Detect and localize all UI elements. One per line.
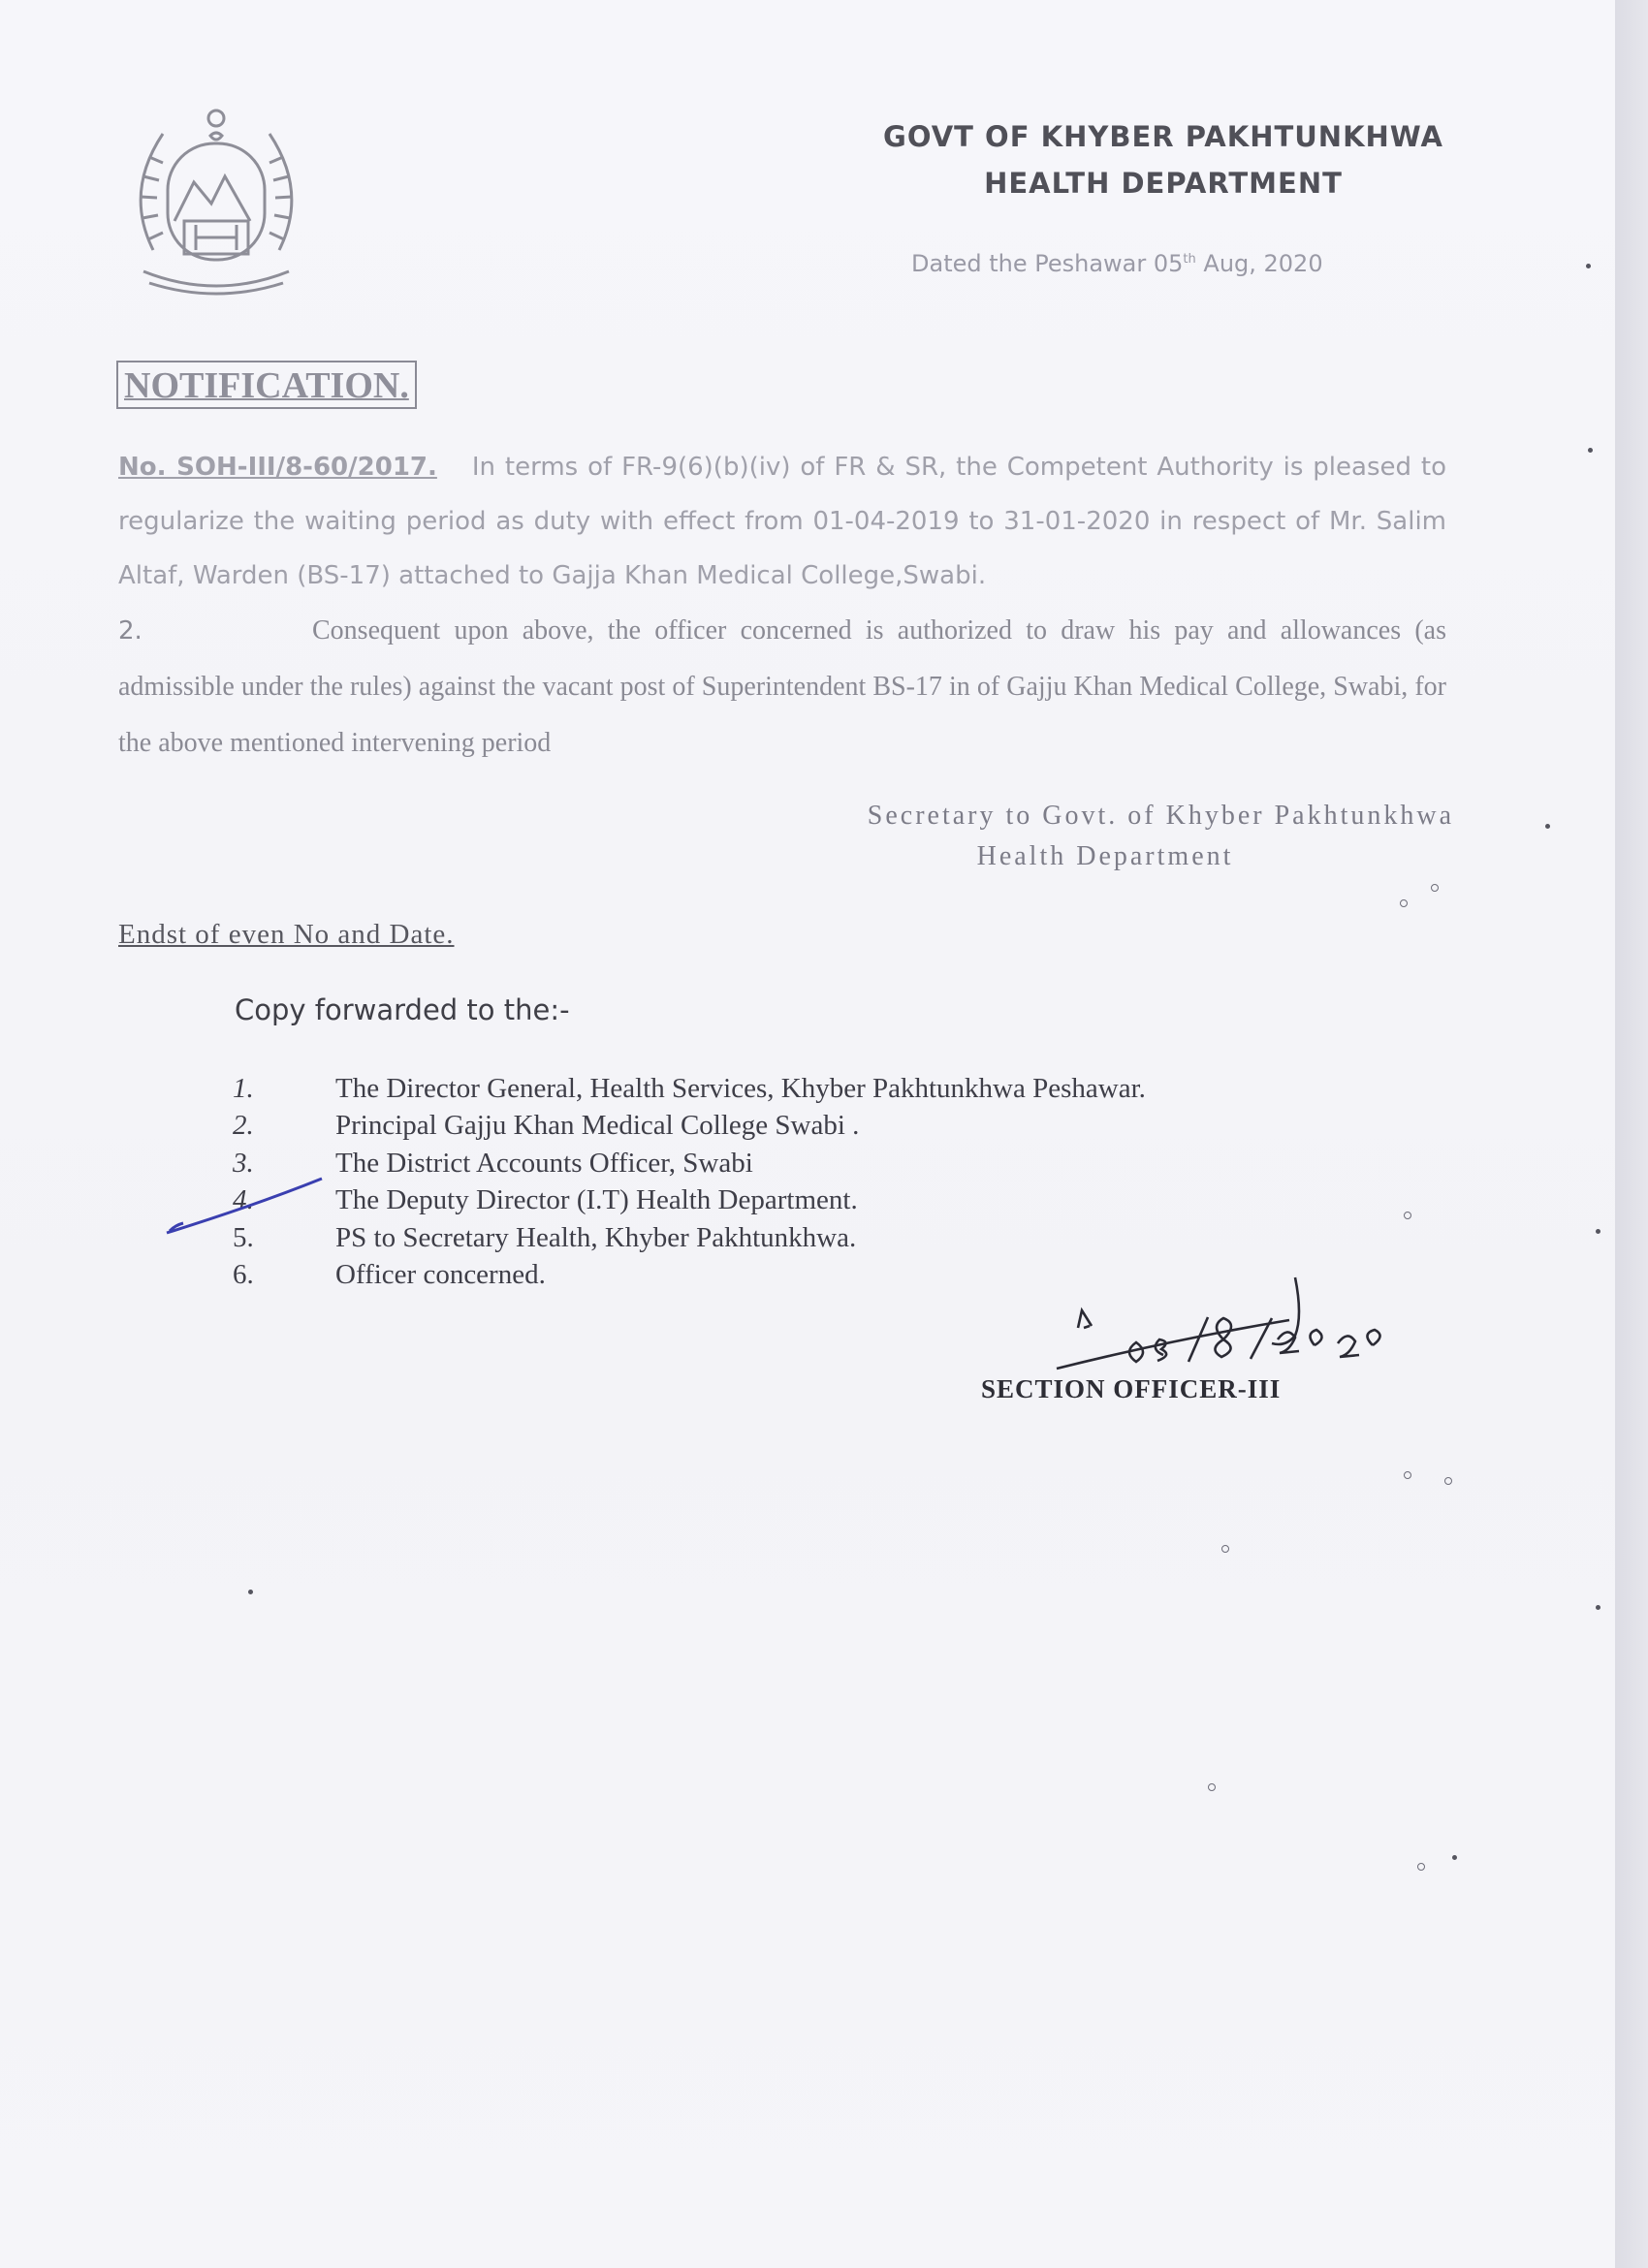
signatory-title: Secretary to Govt. of Khyber Pakhtunkhwa xyxy=(867,801,1454,831)
scan-speck xyxy=(1404,1471,1411,1479)
scan-speck xyxy=(1588,448,1593,453)
recipient-list xyxy=(233,1070,1146,1294)
scan-speck xyxy=(1417,1863,1425,1871)
date-line: Dated the Peshawar 05th Aug, 2020 xyxy=(911,250,1323,277)
scan-speck xyxy=(1221,1545,1229,1553)
scan-edge xyxy=(1615,0,1648,2268)
list-item: 2. Principal Gajju Khan Medical College Swabi . xyxy=(233,1110,860,1142)
signatory-department: Health Department xyxy=(976,841,1234,871)
endorsement-title: Endst of even No and Date. xyxy=(118,919,455,950)
scan-speck xyxy=(1444,1477,1452,1485)
scan-speck xyxy=(1596,1605,1600,1610)
scan-speck xyxy=(248,1590,253,1594)
section-officer-title: SECTION OFFICER-III xyxy=(981,1374,1282,1403)
notification-title: NOTIFICATION. xyxy=(116,361,417,409)
scan-speck xyxy=(1208,1783,1216,1791)
copy-forwarded-heading: Copy forwarded to the:- xyxy=(235,993,570,1026)
list-item: 3. The District Accounts Officer, Swabi xyxy=(233,1147,753,1179)
scan-speck xyxy=(1545,824,1550,829)
reference-number: No. SOH-III/8-60/2017. xyxy=(118,453,437,482)
government-emblem-icon xyxy=(114,105,318,303)
notification-paragraph-1: No. SOH-III/8-60/2017. In terms of FR-9(6)(b)(iv) of FR & SR, the Competent Authority is pleased to regularize the waiting period as duty with effect from 01-04-2019 to 31-01-2020 in respect of Mr. Salim Altaf, Warden (BS-17) attached to Gajja Khan Medical College,Swabi. xyxy=(118,453,1447,590)
scan-speck xyxy=(1596,1229,1600,1234)
header-department: HEALTH DEPARTMENT xyxy=(984,167,1343,200)
list-item: 4. The Deputy Director (I.T) Health Department. xyxy=(233,1184,858,1216)
scan-speck xyxy=(1431,884,1439,892)
scan-speck xyxy=(1586,264,1591,268)
header-government: GOVT OF KHYBER PAKHTUNKHWA xyxy=(883,120,1443,153)
list-item: 6. Officer concerned. xyxy=(233,1259,546,1291)
scan-speck xyxy=(1452,1855,1457,1860)
list-item: 1. The Director General, Health Services, Khyber Pakhtunkhwa Peshawar. xyxy=(233,1072,1146,1104)
scan-speck xyxy=(1404,1212,1411,1219)
list-item: 5. PS to Secretary Health, Khyber Pakhtunkhwa. xyxy=(233,1221,857,1253)
scan-speck xyxy=(1400,899,1408,907)
notification-paragraph-2: 2. Consequent upon above, the officer concerned is authorized to draw his pay and allowances (as admissible under the rules) against the vacant post of Superintendent BS-17 in of Gajju Khan Medical College, Swabi, for the above mentioned intervening period xyxy=(118,615,1446,758)
